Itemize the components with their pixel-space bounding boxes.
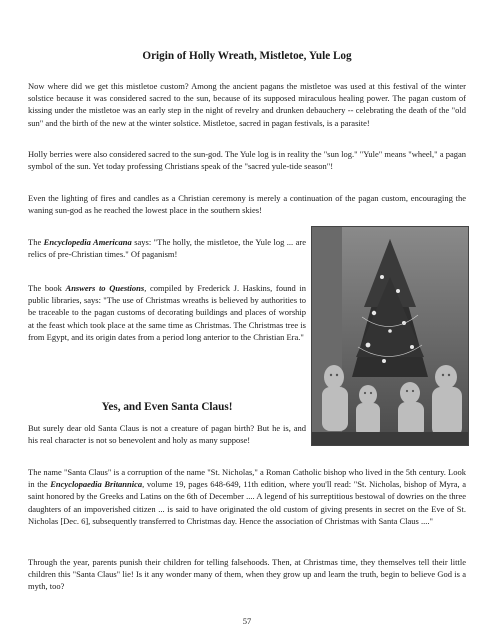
citation-encyclopaedia-britannica: Encyclopaedia Britannica xyxy=(50,479,143,490)
christmas-tree-photo xyxy=(311,226,469,446)
paragraph-encyclopedia-americana: The Encyclopedia Americana says: "The holly, the mistletoe, the Yule log ... are relics of pre-Christian times." Of paganism! xyxy=(28,237,306,260)
paragraph-santa-lie: Through the year, parents punish their children for telling falsehoods. Then, at Christmas time, they themselves tell their little children this "Santa Claus" lie! Is it any wonder many of them, when they grow up and learn the truth, begin to believe God is a myth, too? xyxy=(28,557,466,592)
page-title: Origin of Holly Wreath, Mistletoe, Yule Log xyxy=(142,50,352,62)
paragraph-santa-pagan: But surely dear old Santa Claus is not a creature of pagan birth? But he is, and his real character is not so benevolent and holy as many suppose! xyxy=(28,423,306,446)
paragraph-fires-candles: Even the lighting of fires and candles as a Christian ceremony is merely a continuation of the pagan custom, encouraging the waning sun-god as he reached the lowest place in the southern skies! xyxy=(28,193,466,216)
citation-answers-to-questions: Answers to Questions xyxy=(65,283,145,293)
paragraph-answers-to-questions: The book Answers to Questions, compiled by Frederick J. Haskins, found in public libraries, says: "The use of Christmas wreaths is believed by authorities to be traceable to the pagan customs of decorating buildings and places of worship at the feast which took place at the same time as Christmas. The Christmas tree is from Egypt, and its origin dates from a period long anterior to the Christian Era." xyxy=(28,283,306,342)
citation-encyclopedia-americana: Encyclopedia Americana xyxy=(43,237,132,247)
paragraph-st-nicholas: The name "Santa Claus" is a corruption of the name "St. Nicholas," a Roman Catholic bishop who lived in the 5th century. Look in the Encyclopaedia Britannica, volume 19, pages 648-649, 11th edition, where you'll read: "St. Nicholas, bishop of Myra, a saint honored by the Greeks and Latins on the 6th of December .... A legend of his surreptitious bestowal of dowries on the three daughters of an impoverished citizen ... is said to have originated the old custom of giving presents in secret on the Eve of St. Nicholas [Dec. 6], subsequently transferred to Christmas day. Hence the association of Christmas with Santa Claus ...." xyxy=(28,467,467,526)
section-heading-santa-claus: Yes, and Even Santa Claus! xyxy=(101,401,233,413)
page-number: 57 xyxy=(242,616,252,626)
paragraph-mistletoe: Now where did we get this mistletoe custom? Among the ancient pagans the mistletoe was used at this festival of the winter solstice because it was considered sacred to the sun, because of its supposed miraculous healing power. The pagan custom of kissing under the mistletoe was an early step in the night of revelry and drunken debauchery -- celebrating the death of the "old sun" and the birth of the new at the winter solstice. Mistletoe, sacred in pagan festivals, is a parasite! xyxy=(28,81,466,128)
paragraph-holly: Holly berries were also considered sacred to the sun-god. The Yule log is in reality the "sun log." "Yule" means "wheel," a pagan symbol of the sun. Yet today professing Christians speak of the "sacred yule-tide season"! xyxy=(28,149,466,172)
christmas-tree-image xyxy=(312,227,468,445)
